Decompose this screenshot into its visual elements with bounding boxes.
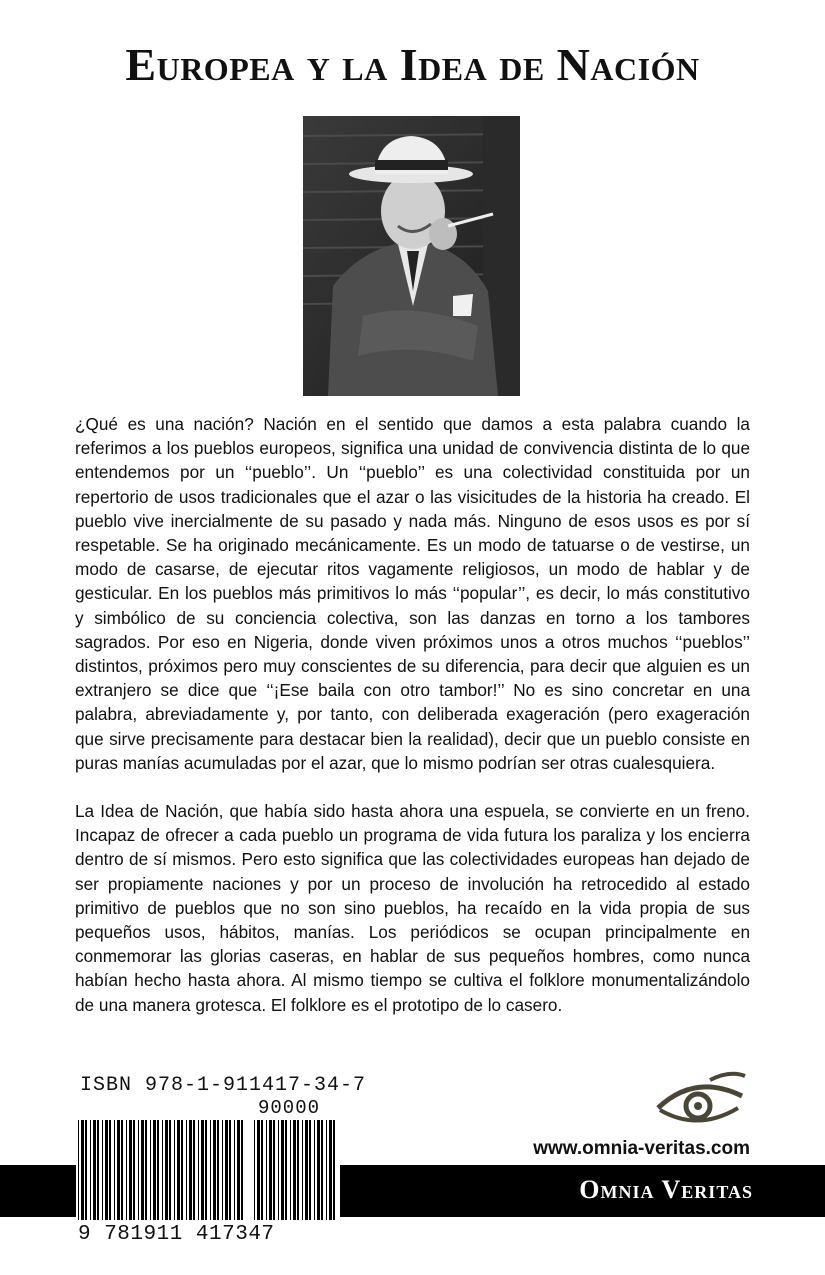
publisher-website[interactable]: www.omnia-veritas.com <box>533 1138 750 1159</box>
book-title: Europea y la Idea de Nación <box>125 39 700 90</box>
barcode-digits: 9 781911 417347 <box>78 1223 275 1246</box>
publisher-brand: Omnia Veritas <box>579 1175 753 1204</box>
eye-logo-icon <box>650 1068 750 1136</box>
body-paragraph-1: ¿Qué es una nación? Nación en el sentido que damos a esta palabra cuando la referimos a los pueblos europeos, significa una unidad de convivencia distinta de lo que entendemos por un ‘‘pueblo’’. Un ‘‘pueblo’’ es una colectividad constituida por un repertorio de usos tradicionales que el azar o las visicitudes de la historia ha creado. El pueblo vive inercialmente de su pasado y nada más. Ninguno de esos usos es por sí respetable. Se ha originado mecánicamente. Es un modo de tatuarse o de vestirse, un modo de casarse, de ejecutar ritos vagamente religiosos, un modo de hablar y de gesticular. En los pueblos más primitivos lo más ‘‘popular’’, es decir, lo más constitutivo y simbólico de su conciencia colectiva, son las danzas en torno a los tambores sagrados. Por eso en Nigeria, donde viven próximos unos a otros muchos ‘‘pueblos’’ distintos, próximos pero muy conscientes de su diferencia, para decir que alguien es un extranjero se dice que ‘‘¡Ese baila con otro tambor!’’ No es sino concretar en una palabra, abreviadamente y, por tanto, con deliberada exageración (pero exageración que sirve precisamente para destacar bien la realidad), decir que un pueblo consiste en puras manías acumuladas por el azar, que lo mismo podrían ser otras cualesquiera. <box>75 414 750 773</box>
portrait-illustration <box>303 116 520 396</box>
price-barcode <box>254 1120 336 1220</box>
body-paragraph-2: La Idea de Nación, que había sido hasta ahora una espuela, se convierte en un freno. Incapaz de ofrecer a cada pueblo un programa de vida futura los paraliza y los encierra dentro de sí mismos. Pero esto significa que las colectividades europeas han dejado de ser propiamente naciones y por un proceso de involución ha retrocedido al estado primitivo de pueblos que no son sino pueblos, ha recaído en la vida propia de sus pequeños usos, hábitos, manías. Los periódicos se ocupan principalmente en conmemorar las glorias caseras, en hablar de sus pequeños hombres, como nunca habían hecho hasta ahora. Al mismo tiempo se cultiva el folklore monumentalizándolo de una manera grotesca. El folklore es el prototipo de lo casero. <box>75 801 750 1015</box>
isbn-barcode <box>78 1120 246 1220</box>
back-cover-text <box>75 412 750 1041</box>
price-code-label: 90000 <box>258 1097 321 1119</box>
author-portrait-photo <box>303 116 520 396</box>
isbn-label: ISBN 978-1-911417-34-7 <box>80 1074 367 1097</box>
